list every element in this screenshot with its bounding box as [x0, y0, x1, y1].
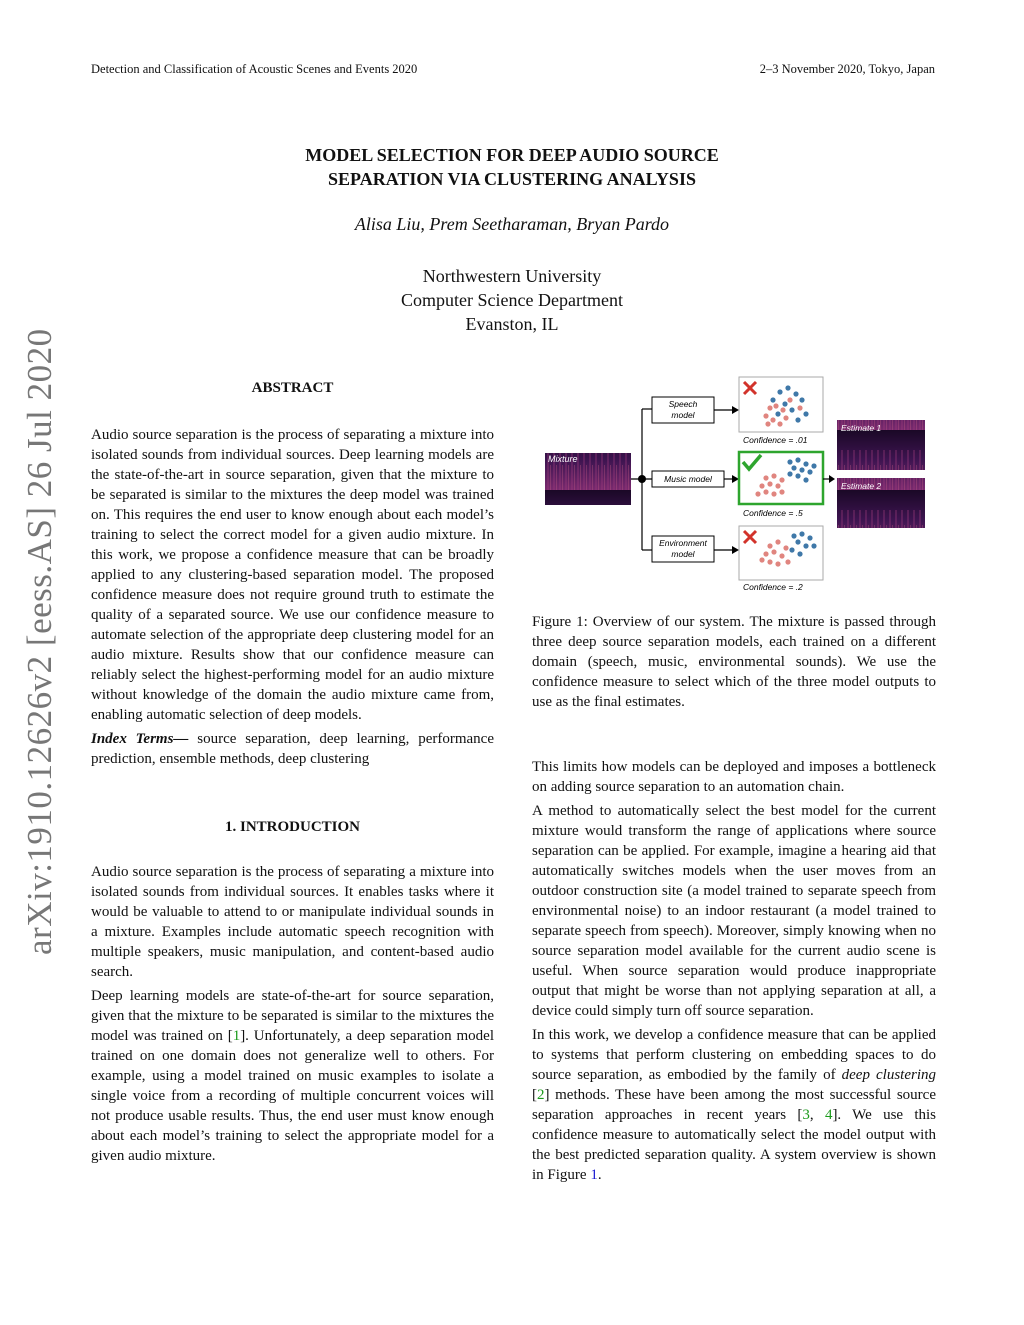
authors: Alisa Liu, Prem Seetharaman, Bryan Pardo — [354, 214, 670, 234]
speech-model-label-2: model — [671, 410, 695, 420]
affiliation-line-3: Evanston, IL — [465, 314, 559, 334]
estimate-2-label: Estimate 2 — [841, 481, 882, 491]
intro-p5-text-d: , — [809, 1107, 825, 1123]
citation-link-3[interactable]: 3 — [802, 1107, 810, 1123]
index-terms — [91, 729, 494, 769]
intro-p5-text-f: . — [597, 1167, 602, 1183]
intro-p5-emphasis: deep clustering — [841, 1067, 936, 1083]
intro-p2-text-b: ]. Unfortunately, a deep separation model trained on one domain does not generalize well to others. For example, using a model trained on music examples to isolate a single voice from a recording of multiple concurrent voices will not produce usable results. Thus, the end user must know enough about each model’s training to select the appropriate model for a given audio mixture. — [91, 1028, 494, 1164]
title-line-2: SEPARATION VIA CLUSTERING ANALYSIS — [328, 169, 696, 189]
music-model-label: Music model — [664, 474, 712, 484]
environment-model-label-2: model — [671, 549, 695, 559]
speech-model-label-1: Speech — [668, 399, 698, 409]
left-column — [91, 378, 494, 1170]
confidence-environment: Confidence = .2 — [743, 582, 803, 592]
confidence-speech: Confidence = .01 — [743, 435, 808, 445]
intro-p5-text-c: ] methods. These have been among the most successful source separation approaches in recent years [ — [532, 1087, 936, 1123]
mixture-label: Mixture — [548, 454, 578, 464]
affiliation — [0, 264, 1024, 336]
abstract-text: Audio source separation is the process of separating a mixture into isolated sounds from individual sources. Deep learning models are the state-of-the-art in source separation, given that the mixture to be separated is similar to the mixtures the deep model was trained on. This requires the end user to know enough about each model’s training to select the correct model for a given audio mixture. In this work, we propose a confidence measure that can be broadly applied to any clustering-based separation model. The proposed confidence measure does not require ground truth to estimate the quality of a separated source. We use our confidence measure to automate selection of the appropriate deep clustering model for an audio mixture. Results show that our confidence measure can reliably select the highest-performing model for an audio mixture without knowledge of the domain the audio mixture came from, enabling automatic selection of deep models. — [91, 427, 494, 723]
intro-p5-text-e: ]. We use this confidence measure to automatically select the model output with the best predicted separation quality. A system overview is shown in Figure — [532, 1107, 937, 1183]
citation-link-4[interactable]: 4 — [824, 1107, 833, 1123]
intro-p5-text-b: [ — [532, 1087, 537, 1103]
intro-paragraph-3: This limits how models can be deployed and imposes a bottleneck on adding source separation to an automation chain. — [532, 759, 936, 795]
intro-paragraph-2 — [91, 986, 494, 1166]
intro-paragraph-1: Audio source separation is the process of separating a mixture into isolated sounds from individual sources. It enables tasks where it would be valuable to attend to or manipulate individual sounds in a mixture. Examples include automatic speech recognition with multiple speakers, music manipulation, and content-based audio search. — [91, 864, 494, 980]
figure-ref-link[interactable]: 1 — [590, 1167, 598, 1183]
title-line-1: MODEL SELECTION FOR DEEP AUDIO SOURCE — [305, 145, 719, 165]
affiliation-line-2: Computer Science Department — [401, 290, 623, 310]
intro-paragraph-4: A method to automatically select the best model for the current mixture would transform the range of applications where source separation can be applied. For example, imagine a hearing aid that automatically switches models when the user moves from an outdoor construction site (a model trained to separate speech from environmental noise) to an indoor restaurant (a model trained to separate speech from speech). Moreover, simply knowing when no source separation model available for the current audio scene is useful. When source separation would produce inappropriate output that might be worse than not applying separation at all, a device could simply turn off source separation. — [532, 803, 936, 1019]
citation-link-2[interactable]: 2 — [537, 1087, 545, 1103]
intro-p5-text-a: In this work, we develop a confidence measure that can be applied to systems that perform clustering on embedding spaces to do source separation, as embodied by the family of — [532, 1027, 936, 1083]
arxiv-stamp: arXiv:1910.12626v2 [eess.AS] 26 Jul 2020 — [20, 328, 59, 955]
running-header-date: 2–3 November 2020, Tokyo, Japan — [759, 62, 935, 76]
index-terms-label: Index Terms— — [91, 731, 189, 747]
intro-p2-text-a: Deep learning models are state-of-the-art for source separation, given that the mixture to be separated is similar to the mixtures the model was trained on [ — [91, 988, 494, 1044]
paper-title — [0, 143, 1024, 191]
confidence-music: Confidence = .5 — [743, 508, 803, 518]
affiliation-line-1: Northwestern University — [422, 266, 602, 286]
intro-paragraph-5 — [532, 1025, 936, 1185]
index-terms-text: source separation, deep learning, performance prediction, ensemble methods, deep clustering — [91, 731, 494, 767]
right-column — [532, 612, 936, 1189]
citation-link-1[interactable]: 1 — [232, 1028, 241, 1044]
intro-heading: 1. INTRODUCTION — [224, 819, 360, 835]
estimate-1-label: Estimate 1 — [841, 423, 882, 433]
figure-1 — [540, 370, 935, 600]
running-header-conference: Detection and Classification of Acoustic Scenes and Events 2020 — [91, 62, 418, 76]
figure-1-caption: Figure 1: Overview of our system. The mixture is passed through three deep source separation models, each trained on a different domain (speech, music, environmental sounds). We use the confidence measure to select which of the three model outputs to use as the final estimates. — [532, 614, 936, 710]
environment-model-label-1: Environment — [659, 538, 707, 548]
abstract-heading: ABSTRACT — [251, 380, 334, 396]
system-overview-diagram — [540, 370, 935, 600]
